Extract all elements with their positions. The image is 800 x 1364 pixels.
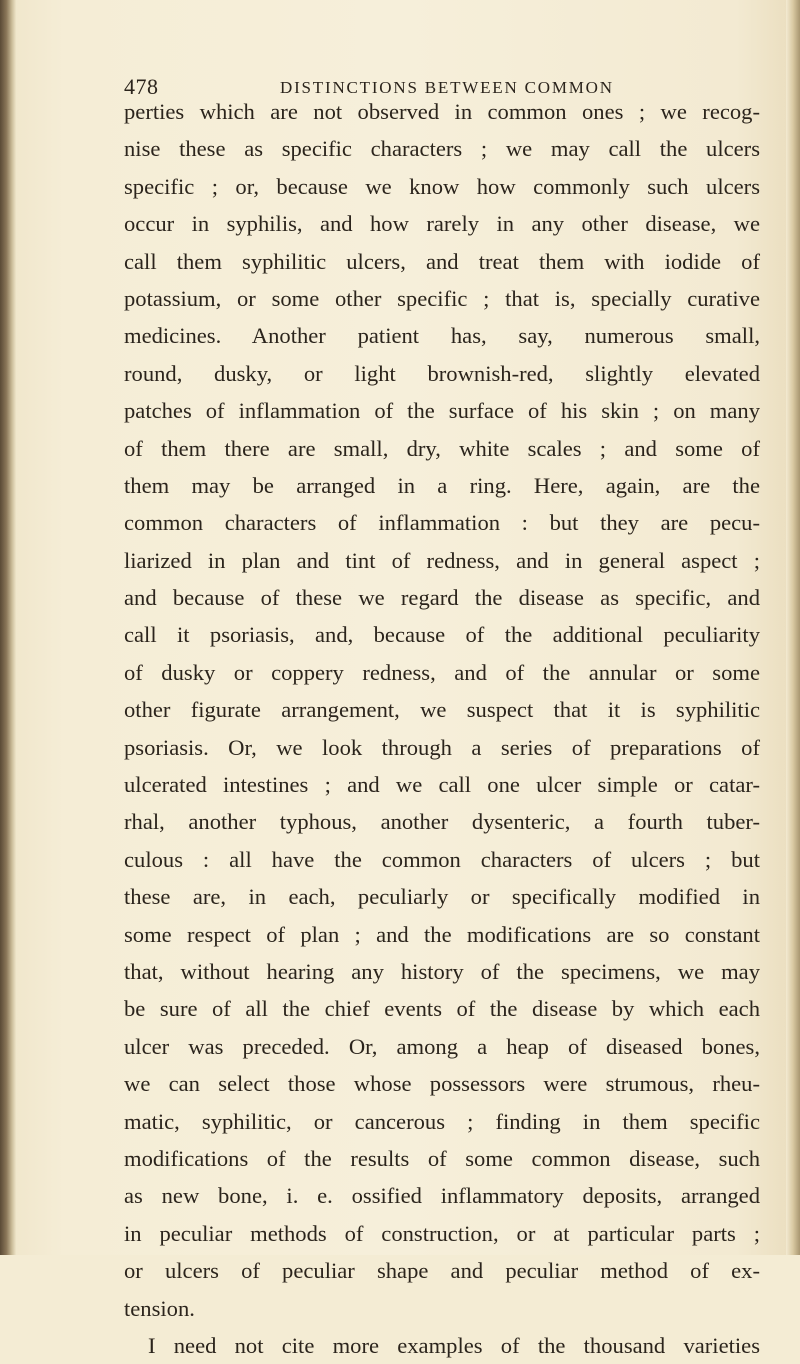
text-line: of them there are small, dry, white scales ; and some of [124, 435, 760, 461]
text-line: call it psoriasis, and, because of the additional peculiarity [124, 622, 760, 648]
text-line: liarized in plan and tint of redness, and in general aspect ; [124, 547, 760, 573]
text-line: patches of inflammation of the surface of his skin ; on many [124, 398, 760, 424]
text-line: rhal, another typhous, another dysenteric, a fourth tuber- [124, 809, 760, 835]
text-line: modifications of the results of some common disease, such [124, 1145, 760, 1171]
running-head: DISTINCTIONS BETWEEN COMMON [280, 78, 614, 97]
text-line-paragraph-start: I need not cite more examples of the thousand varieties [148, 1332, 760, 1358]
text-line: that, without hearing any history of the specimens, we may [124, 958, 760, 984]
text-line: perties which are not observed in common ones ; we recog- [124, 99, 760, 124]
text-line: ulcerated intestines ; and we call one ulcer simple or catar- [124, 772, 760, 798]
text-line: some respect of plan ; and the modifications are so constant [124, 921, 760, 947]
text-line: be sure of all the chief events of the disease by which each [124, 996, 760, 1022]
text-line: psoriasis. Or, we look through a series of preparations of [124, 734, 760, 760]
page-edge-shadow [786, 0, 800, 1255]
text-line: matic, syphilitic, or cancerous ; finding in them specific [124, 1108, 760, 1134]
text-line: or ulcers of peculiar shape and peculiar method of ex- [124, 1258, 760, 1284]
page-number: 478 [124, 74, 159, 99]
text-line: in peculiar methods of construction, or at particular parts ; [124, 1220, 760, 1246]
body-text [124, 93, 760, 1364]
text-line: ulcer was preceded. Or, among a heap of diseased bones, [124, 1033, 760, 1059]
text-line: culous : all have the common characters of ulcers ; but [124, 846, 760, 872]
text-line: medicines. Another patient has, say, numerous small, [124, 323, 760, 349]
text-line: call them syphilitic ulcers, and treat them with iodide of [124, 248, 760, 274]
text-line: tension. [124, 1295, 195, 1321]
text-line: round, dusky, or light brownish-red, slightly elevated [124, 360, 760, 386]
page-binding-shadow [0, 0, 16, 1255]
text-line: and because of these we regard the disease as specific, and [124, 585, 760, 611]
text-line: them may be arranged in a ring. Here, again, are the [124, 472, 760, 498]
text-line: as new bone, i. e. ossified inflammatory deposits, arranged [124, 1183, 760, 1209]
text-line: these are, in each, peculiarly or specifically modified in [124, 884, 760, 910]
text-line: common characters of inflammation : but they are pecu- [124, 510, 760, 536]
text-line: nise these as specific characters ; we may call the ulcers [124, 136, 760, 162]
text-line: potassium, or some other specific ; that is, specially curative [124, 285, 760, 311]
text-line: occur in syphilis, and how rarely in any other disease, we [124, 211, 760, 237]
text-line: specific ; or, because we know how commonly such ulcers [124, 173, 760, 199]
text-line: of dusky or coppery redness, and of the annular or some [124, 659, 760, 685]
text-line: other figurate arrangement, we suspect that it is syphilitic [124, 697, 760, 723]
text-line: we can select those whose possessors were strumous, rheu- [124, 1071, 760, 1097]
